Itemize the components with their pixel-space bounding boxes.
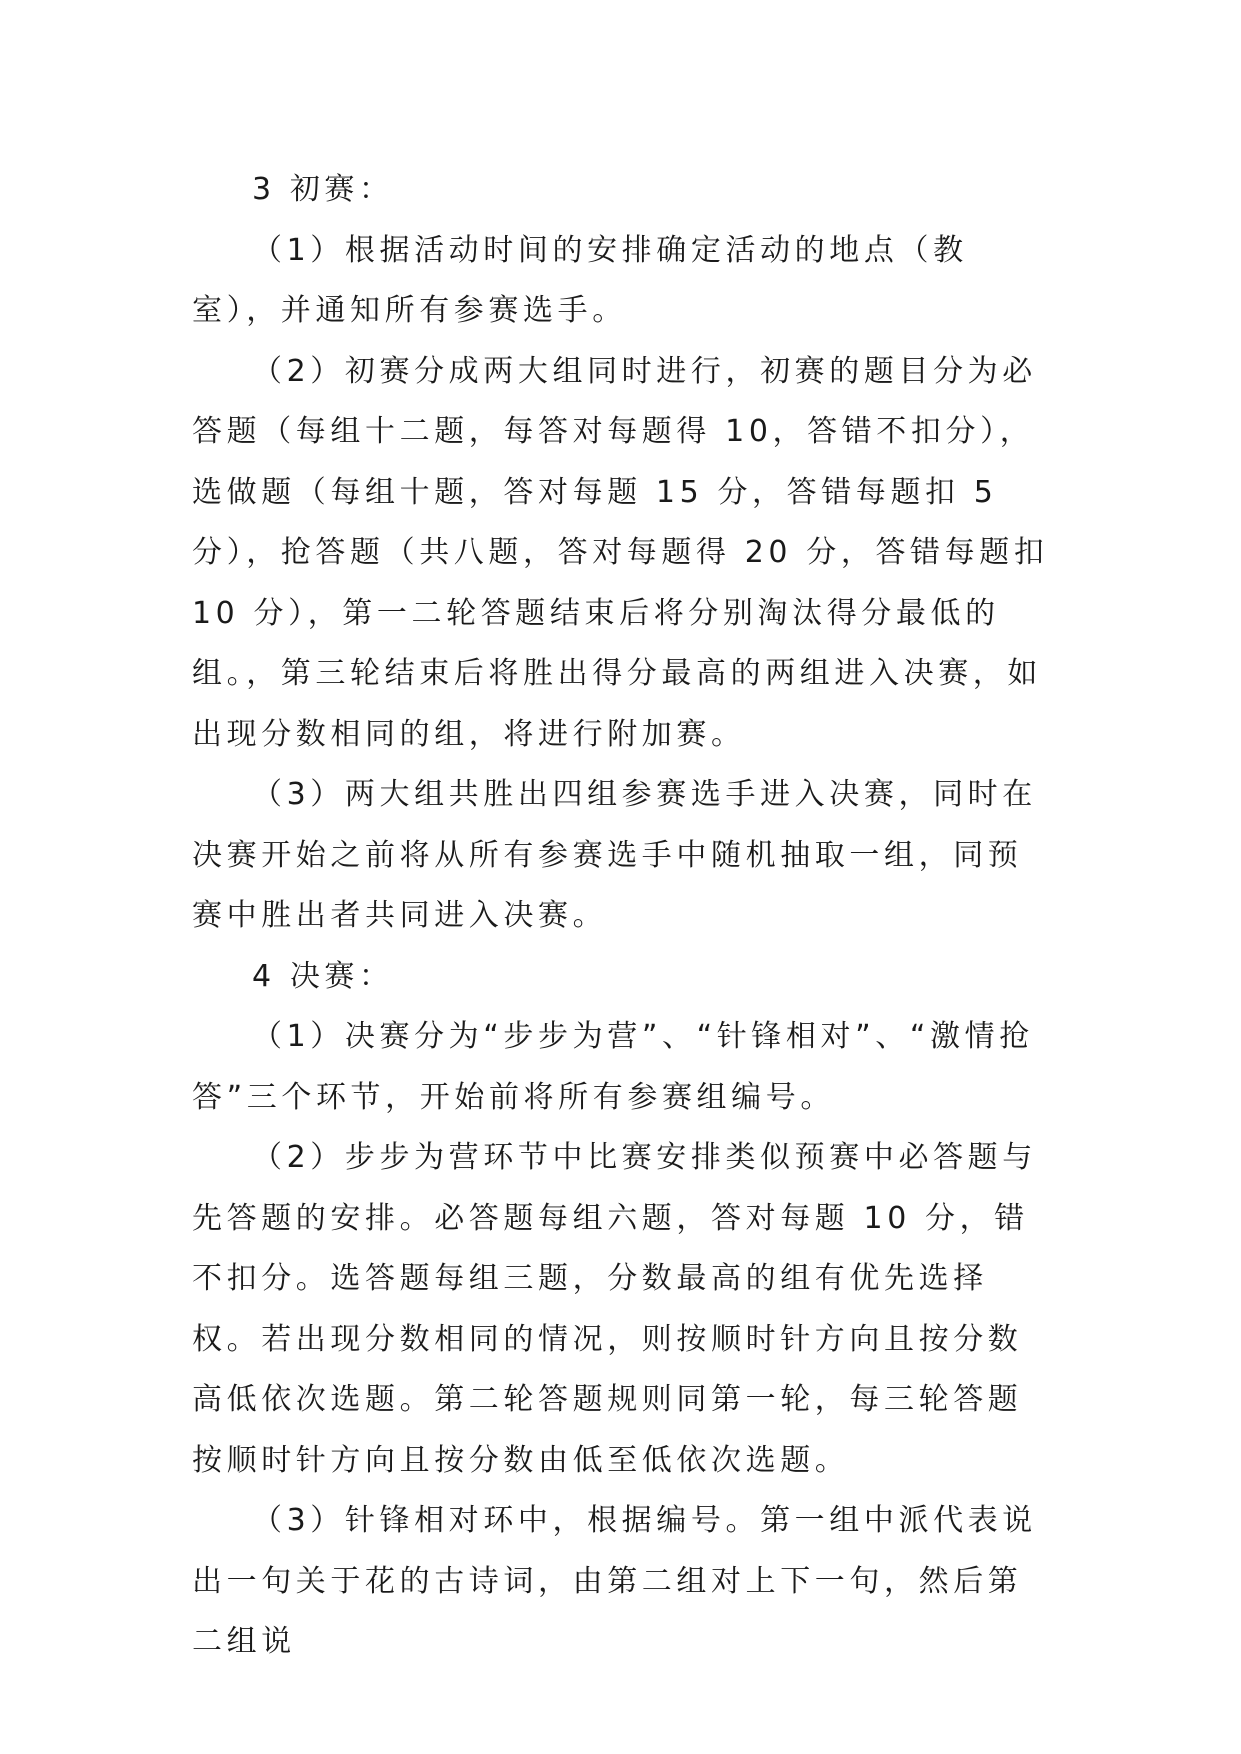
paragraph-step-by-step-rules: （2）步步为营环节中比赛安排类似预赛中必答题与先答题的安排。必答题每组六题，答对每题 10 分，错不扣分。选答题每组三题，分数最高的组有优先选择权。若出现分数相同的情况，则按顺时针方向且按分数高低依次选题。第二轮答题规则同第一轮，每三轮答题按顺时针方向且按分数由低至低依次选题。: [192, 1140, 1037, 1478]
paragraph-head-to-head-rules: （3）针锋相对环中，根据编号。第一组中派代表说出一句关于花的古诗词，由第二组对上下一句，然后第二组说: [192, 1503, 1037, 1659]
paragraph-preliminary-rules: （2）初赛分成两大组同时进行，初赛的题目分为必答题（每组十二题，每答对每题得 10，答错不扣分），选做题（每组十题，答对每题 15 分，答错每题扣 5 分），抢答题（共八题，答对每题得 20 分，答错每题扣 10 分），第一二轮答题结束后将分别淘汰得分最低的组。，第三轮结束后将胜出得分最高的两组进入决赛，如出现分数相同的组，将进行附加赛。: [192, 353, 1049, 752]
document-page: [192, 160, 1052, 1659]
paragraph-finalists: （3）两大组共胜出四组参赛选手进入决赛，同时在决赛开始之前将从所有参赛选手中随机抽取一组，同预赛中胜出者共同进入决赛。: [192, 777, 1037, 933]
paragraph-venue-notice: （1）根据活动时间的安排确定活动的地点（教室），并通知所有参赛选手。: [192, 232, 968, 328]
paragraph-final-segments: （1）决赛分为“步步为营”、“针锋相对”、“激情抢答”三个环节，开始前将所有参赛组编号。: [192, 1019, 1034, 1115]
section-heading-final: 4 决赛：: [252, 958, 394, 994]
section-heading-preliminary: 3 初赛：: [252, 172, 394, 207]
